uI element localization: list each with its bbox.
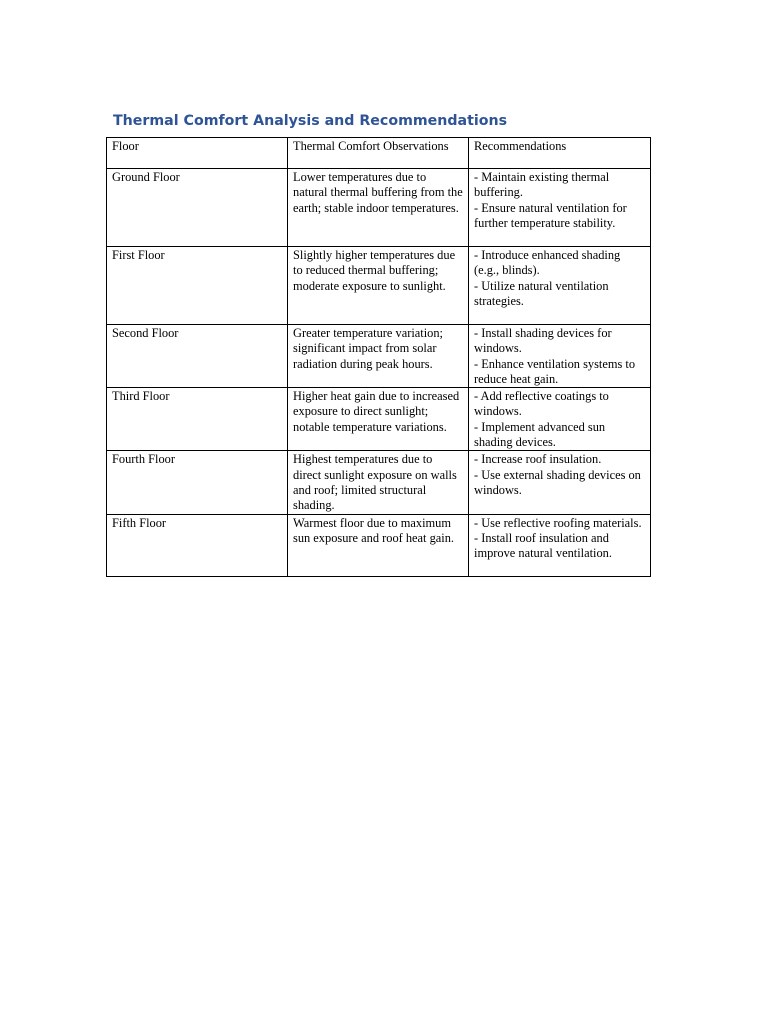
- observations-cell: Lower temperatures due to natural thermal buffering from the earth; stable indoor temperatures.: [288, 169, 469, 247]
- observations-cell: Highest temperatures due to direct sunlight exposure on walls and roof; limited structural shading.: [288, 451, 469, 514]
- document-title: Thermal Comfort Analysis and Recommendations: [113, 113, 508, 129]
- recommendation-line: - Ensure natural ventilation for further temperature stability.: [474, 200, 627, 230]
- observations-cell: Slightly higher temperatures due to reduced thermal buffering; moderate exposure to sunlight.: [288, 247, 469, 325]
- recommendations-cell: [469, 169, 651, 247]
- table-row: [107, 451, 651, 514]
- floor-cell: Fourth Floor: [107, 451, 288, 514]
- recommendations-cell: [469, 388, 651, 451]
- observations-cell: Greater temperature variation; significant impact from solar radiation during peak hours.: [288, 325, 469, 388]
- recommendation-line: - Increase roof insulation.: [474, 452, 602, 467]
- table-row: [107, 388, 651, 451]
- floor-cell: Ground Floor: [107, 169, 288, 247]
- recommendation-line: - Introduce enhanced shading (e.g., blinds).: [474, 248, 621, 278]
- table-row: [107, 169, 651, 247]
- observations-cell: Warmest floor due to maximum sun exposure and roof heat gain.: [288, 514, 469, 576]
- recommendation-line: - Use reflective roofing materials.: [474, 515, 642, 530]
- recommendation-line: - Utilize natural ventilation strategies.: [474, 278, 609, 308]
- floor-cell: First Floor: [107, 247, 288, 325]
- recommendation-line: - Install shading devices for windows.: [474, 326, 612, 356]
- observations-cell: Higher heat gain due to increased exposure to direct sunlight; notable temperature variations.: [288, 388, 469, 451]
- column-header-recommendations: Recommendations: [469, 138, 651, 169]
- floor-cell: Third Floor: [107, 388, 288, 451]
- column-header-observations: Thermal Comfort Observations: [288, 138, 469, 169]
- recommendation-line: - Enhance ventilation systems to reduce heat gain.: [474, 356, 636, 386]
- column-header-floor: Floor: [107, 138, 288, 169]
- table-header-row: [107, 138, 651, 169]
- table-row: [107, 247, 651, 325]
- table-row: [107, 325, 651, 388]
- recommendations-cell: [469, 451, 651, 514]
- recommendation-line: - Install roof insulation and improve natural ventilation.: [474, 530, 612, 561]
- thermal-comfort-table: [106, 137, 651, 577]
- recommendation-line: - Add reflective coatings to windows.: [474, 389, 609, 419]
- recommendation-line: - Maintain existing thermal buffering.: [474, 170, 610, 200]
- recommendation-line: - Use external shading devices on windows.: [474, 467, 641, 497]
- recommendations-cell: [469, 325, 651, 388]
- recommendation-line: - Implement advanced sun shading devices.: [474, 419, 606, 450]
- floor-cell: Second Floor: [107, 325, 288, 388]
- table-row: [107, 514, 651, 576]
- recommendations-cell: [469, 514, 651, 576]
- floor-cell: Fifth Floor: [107, 514, 288, 576]
- recommendations-cell: [469, 247, 651, 325]
